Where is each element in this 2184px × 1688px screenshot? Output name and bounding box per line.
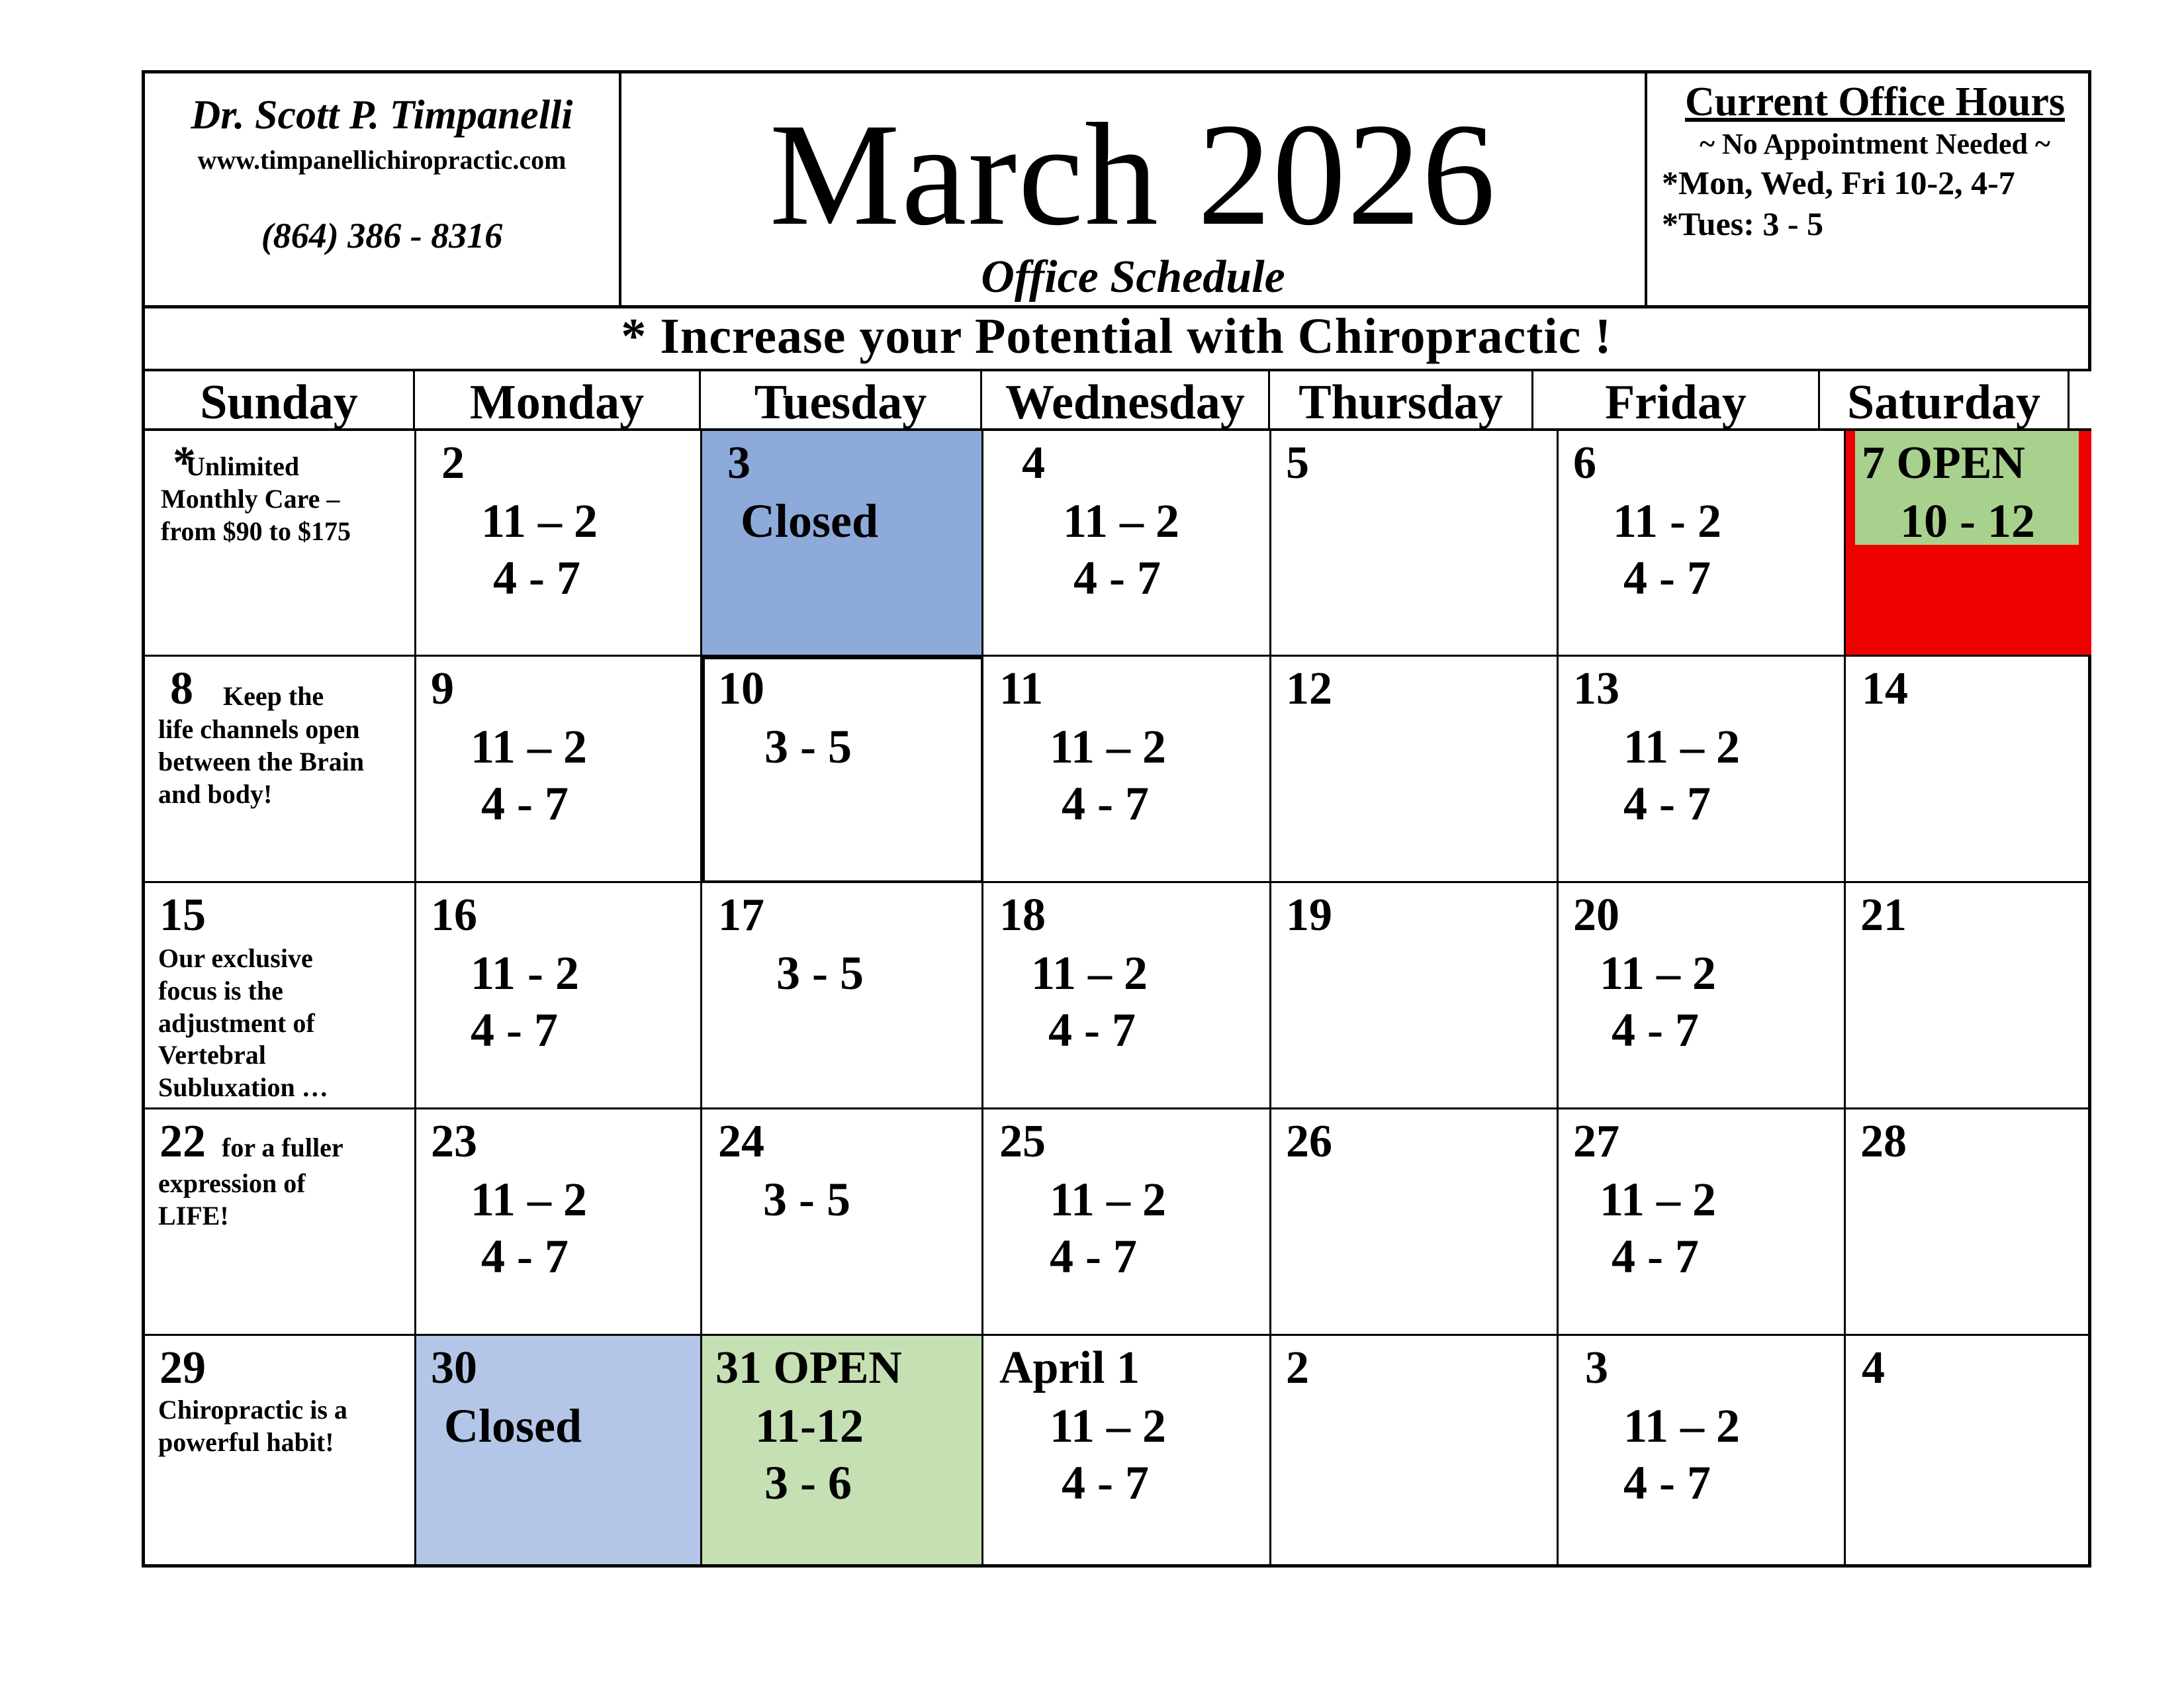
day-cell-sunday — [145, 883, 416, 1109]
office-hours-line: *Tues: 3 - 5 — [1662, 205, 1824, 242]
day-number: 14 — [1862, 663, 1908, 714]
day-number: 18 — [999, 890, 1046, 941]
day-cell-saturday-open — [1846, 431, 2091, 657]
day-number: 13 — [1573, 663, 1619, 714]
hours-text: 4 - 7 — [1623, 1456, 1711, 1509]
day-number: 21 — [1860, 890, 1907, 941]
day-cell-thursday — [1271, 1336, 1559, 1564]
day-cell-wednesday — [983, 431, 1271, 657]
day-number: 17 — [718, 890, 764, 941]
day-number: 4 — [1862, 1342, 1885, 1393]
day-number: 8 — [170, 663, 193, 714]
office-hours-title: Current Office Hours — [1685, 79, 2065, 124]
day-number: 15 — [159, 890, 206, 941]
hours-text: 11 - 2 — [1613, 494, 1722, 547]
day-number: 27 — [1573, 1116, 1619, 1167]
promo-note: life channels open between the Brain and body! — [158, 714, 365, 809]
hours-text: 11 – 2 — [1050, 1173, 1167, 1226]
day-number: 11 — [999, 663, 1044, 714]
hours-text: 11 – 2 — [1623, 1399, 1741, 1452]
day-cell-sunday — [145, 657, 416, 883]
hours-text: 11 – 2 — [481, 494, 598, 547]
day-number: 16 — [431, 890, 477, 941]
weekday-tuesday: Tuesday — [701, 371, 982, 431]
day-number: 4 — [1022, 438, 1045, 489]
hours-text: 11 – 2 — [1600, 1173, 1717, 1226]
calendar-sheet — [142, 70, 2091, 1568]
hours-text: 4 - 7 — [481, 1230, 569, 1283]
schedule-subtitle: Office Schedule — [981, 252, 1285, 303]
day-cell-friday — [1559, 431, 1846, 657]
hours-text: 4 - 7 — [471, 1004, 558, 1056]
hours-text: 4 - 7 — [493, 551, 580, 604]
day-number: 29 — [159, 1342, 206, 1393]
day-cell-sunday — [145, 1336, 416, 1564]
hours-text: 11 – 2 — [1623, 720, 1741, 773]
weekday-wednesday: Wednesday — [982, 371, 1270, 431]
promo-note: expression of LIFE! — [158, 1168, 306, 1231]
calendar-header — [142, 70, 2091, 308]
day-cell-monday — [416, 1109, 702, 1336]
weekday-saturday: Saturday — [1820, 371, 2070, 431]
day-cell-friday — [1559, 1109, 1846, 1336]
day-cell-wednesday — [983, 1336, 1271, 1564]
hours-text: 11 – 2 — [1063, 494, 1180, 547]
day-number: 7 OPEN — [1862, 438, 2025, 489]
day-cell-wednesday — [983, 1109, 1271, 1336]
day-number: 19 — [1286, 890, 1332, 941]
day-cell-wednesday — [983, 657, 1271, 883]
day-number: 25 — [999, 1116, 1046, 1167]
day-number: 31 OPEN — [715, 1342, 902, 1393]
day-cell-thursday — [1271, 431, 1559, 657]
hours-text: 11 – 2 — [471, 1173, 588, 1226]
doctor-info — [145, 73, 621, 305]
hours-text: 4 - 7 — [1062, 1456, 1149, 1509]
website-link[interactable]: www.timpanellichiropractic.com — [197, 145, 567, 175]
hours-text: 11 – 2 — [1031, 947, 1148, 1000]
day-cell-tuesday-today — [702, 657, 983, 883]
day-number: 2 — [1286, 1342, 1309, 1393]
weekday-sunday: Sunday — [145, 371, 415, 431]
day-cell-saturday — [1846, 1109, 2091, 1336]
day-cell-monday — [416, 883, 702, 1109]
hours-text: 3 - 5 — [776, 947, 864, 1000]
hours-text: 11 – 2 — [1600, 947, 1717, 1000]
day-cell-wednesday — [983, 883, 1271, 1109]
slogan-banner: * Increase your Potential with Chiropractic ! — [142, 305, 2091, 371]
hours-text: 11 – 2 — [471, 720, 588, 773]
day-cell-monday — [416, 657, 702, 883]
hours-text: 4 - 7 — [1623, 551, 1711, 604]
promo-note: Chiropractic is a powerful habit! — [158, 1395, 347, 1457]
hours-text: 3 - 6 — [764, 1456, 852, 1509]
office-hours-line: *Mon, Wed, Fri 10-2, 4-7 — [1662, 164, 2015, 201]
day-cell-monday-closed — [416, 1336, 702, 1564]
day-cell-friday — [1559, 657, 1846, 883]
office-hours-note: ~ No Appointment Needed ~ — [1700, 128, 2050, 160]
day-number: 9 — [431, 663, 454, 714]
day-number: 2 — [441, 438, 465, 489]
day-number: 22 — [159, 1116, 206, 1167]
day-cell-tuesday-open — [702, 1336, 983, 1564]
day-number: 24 — [718, 1116, 764, 1167]
weekday-friday: Friday — [1533, 371, 1820, 431]
weekday-monday: Monday — [415, 371, 701, 431]
day-cell-saturday — [1846, 1336, 2091, 1564]
day-cell-tuesday — [702, 1109, 983, 1336]
day-cell-saturday — [1846, 883, 2091, 1109]
hours-text: 4 - 7 — [1048, 1004, 1136, 1056]
office-hours — [1645, 73, 2088, 305]
hours-text: 11 – 2 — [1050, 1399, 1167, 1452]
hours-text: 11-12 — [755, 1399, 864, 1452]
day-cell-friday — [1559, 883, 1846, 1109]
day-number: 26 — [1286, 1116, 1332, 1167]
day-cell-sunday — [145, 431, 416, 657]
weekday-thursday: Thursday — [1270, 371, 1533, 431]
day-number: 5 — [1286, 438, 1309, 489]
day-number: 3 — [1585, 1342, 1608, 1393]
title-block — [621, 73, 1645, 305]
hours-text: 4 - 7 — [1062, 777, 1149, 830]
day-cell-thursday — [1271, 1109, 1559, 1336]
hours-text: 4 - 7 — [1073, 551, 1161, 604]
hours-text: 4 - 7 — [481, 777, 569, 830]
day-number: 6 — [1573, 438, 1596, 489]
promo-note: Our exclusive focus is the adjustment of Vertebral Subluxation … — [158, 943, 328, 1103]
phone-number: (864) 386 - 8316 — [261, 216, 503, 256]
promo-note-inline: for a fuller — [222, 1133, 343, 1162]
day-cell-thursday — [1271, 657, 1559, 883]
day-number: April 1 — [999, 1342, 1140, 1393]
day-number: 28 — [1860, 1116, 1907, 1167]
day-number: 3 — [727, 438, 751, 489]
hours-text: 3 - 5 — [764, 720, 852, 773]
day-number: 23 — [431, 1116, 477, 1167]
hours-text: 11 – 2 — [1050, 720, 1167, 773]
doctor-name: Dr. Scott P. Timpanelli — [191, 93, 573, 138]
hours-text: 3 - 5 — [763, 1173, 850, 1226]
hours-text: 4 - 7 — [1050, 1230, 1137, 1283]
day-number: * — [173, 438, 196, 489]
hours-text: 11 - 2 — [471, 947, 580, 1000]
day-cell-thursday — [1271, 883, 1559, 1109]
day-cell-tuesday — [702, 883, 983, 1109]
month-title: March 2026 — [769, 93, 1497, 256]
calendar-grid — [142, 431, 2091, 1568]
day-number: 20 — [1573, 890, 1619, 941]
day-number: 12 — [1286, 663, 1332, 714]
day-cell-saturday — [1846, 657, 2091, 883]
hours-text: 4 - 7 — [1623, 777, 1711, 830]
day-cell-friday — [1559, 1336, 1846, 1564]
closed-label: Closed — [444, 1399, 582, 1452]
hours-text: 10 - 12 — [1900, 494, 2035, 547]
day-number: 30 — [431, 1342, 477, 1393]
hours-text: 4 - 7 — [1612, 1230, 1699, 1283]
day-cell-tuesday-closed — [702, 431, 983, 657]
closed-label: Closed — [741, 494, 879, 547]
hours-text: 4 - 7 — [1612, 1004, 1699, 1056]
day-number: 10 — [718, 663, 764, 714]
promo-note: Unlimited Monthly Care – from $90 to $175 — [161, 451, 351, 546]
promo-note-inline: Keep the — [223, 681, 324, 711]
day-cell-monday — [416, 431, 702, 657]
day-cell-sunday — [145, 1109, 416, 1336]
